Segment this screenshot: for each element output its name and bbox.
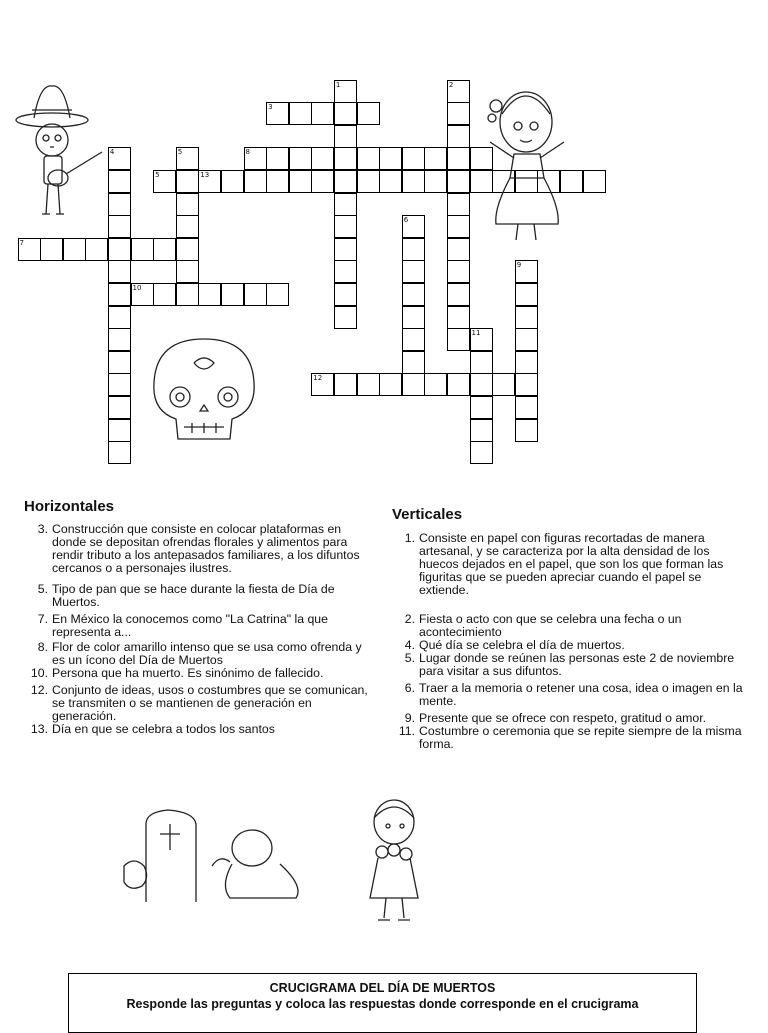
crossword-cell[interactable]: [108, 351, 131, 374]
crossword-cell[interactable]: [492, 373, 515, 396]
cell-number: 4: [109, 148, 115, 157]
crossword-cell[interactable]: [221, 283, 244, 306]
crossword-cell[interactable]: [515, 373, 538, 396]
clue-number: 3.: [37, 522, 48, 536]
crossword-cell[interactable]: [447, 193, 470, 216]
crossword-cell[interactable]: [108, 373, 131, 396]
crossword-cell[interactable]: [334, 215, 357, 238]
cell-number: 7: [19, 238, 24, 247]
horizontales-clue-8: [26, 641, 378, 667]
crossword-cell[interactable]: [266, 102, 289, 125]
crossword-cell[interactable]: [266, 283, 289, 306]
crossword-cell[interactable]: [447, 306, 470, 329]
crossword-cell[interactable]: [334, 238, 357, 261]
crossword-cell[interactable]: [447, 125, 470, 148]
cell-number: 13: [200, 170, 210, 179]
clue-text: Traer a la memoria o retener una cosa, idea o imagen en la mente.: [419, 681, 743, 708]
crossword-cell[interactable]: [424, 373, 447, 396]
crossword-cell[interactable]: [334, 373, 357, 396]
horizontales-clue-12: [26, 684, 378, 723]
crossword-cell[interactable]: [402, 215, 425, 238]
clue-number: 1.: [404, 531, 415, 545]
crossword-cell[interactable]: [515, 419, 538, 442]
crossword-cell[interactable]: [176, 215, 199, 238]
crossword-cell[interactable]: [176, 260, 199, 283]
horizontales-clue-13: [26, 723, 378, 736]
crossword-cell[interactable]: [176, 193, 199, 216]
cell-number: 9: [516, 261, 522, 270]
crossword-cell[interactable]: [108, 441, 131, 464]
crossword-cell[interactable]: [289, 147, 312, 170]
crossword-cell[interactable]: [402, 260, 425, 283]
crossword-cell[interactable]: [289, 102, 312, 125]
crossword-cell[interactable]: [85, 238, 108, 261]
crossword-cell[interactable]: [447, 260, 470, 283]
clue-text: Fiesta o acto con que se celebra una fecha o un acontecimiento: [419, 612, 682, 639]
clue-text: Costumbre o ceremonia que se repite siempre de la misma forma.: [419, 724, 742, 751]
clue-text: Tipo de pan que se hace durante la fiesta de Día de Muertos.: [52, 582, 335, 609]
crossword-cell[interactable]: [402, 328, 425, 351]
crossword-cell[interactable]: [402, 170, 425, 193]
crossword-cell[interactable]: [402, 147, 425, 170]
crossword-cell[interactable]: [311, 373, 334, 396]
clue-number: 2.: [404, 612, 415, 626]
clue-number: 11.: [398, 724, 415, 738]
crossword-cell[interactable]: [244, 283, 267, 306]
crossword-cell[interactable]: [334, 306, 357, 329]
girl-with-flowers-illustration: [358, 798, 432, 924]
crossword-cell[interactable]: [311, 147, 334, 170]
crossword-cell[interactable]: [357, 170, 380, 193]
crossword-cell[interactable]: [108, 306, 131, 329]
crossword-cell[interactable]: [515, 260, 538, 283]
clue-text: Persona que ha muerto. Es sinónimo de fallecido.: [52, 666, 324, 680]
crossword-cell[interactable]: [334, 283, 357, 306]
crossword-cell[interactable]: [153, 170, 176, 193]
crossword-cell[interactable]: [334, 170, 357, 193]
cell-number: 1: [335, 80, 341, 89]
crossword-cell[interactable]: [447, 102, 470, 125]
crossword-cell[interactable]: [198, 170, 221, 193]
horizontales-clue-list: [26, 523, 378, 736]
clue-number: 6.: [404, 681, 415, 695]
crossword-cell[interactable]: [311, 102, 334, 125]
verticales-clue-11: [393, 725, 749, 751]
horizontales-heading: Horizontales: [24, 498, 115, 515]
crossword-cell[interactable]: [131, 283, 154, 306]
crossword-cell[interactable]: [108, 283, 131, 306]
clue-text: Flor de color amarillo intenso que se usa como ofrenda y es un ícono del Día de Muertos: [52, 640, 362, 667]
crossword-cell[interactable]: [334, 193, 357, 216]
clue-number: 7.: [37, 612, 48, 626]
crossword-cell[interactable]: [447, 170, 470, 193]
crossword-cell[interactable]: [447, 147, 470, 170]
crossword-cell[interactable]: [266, 170, 289, 193]
crossword-cell[interactable]: [379, 373, 402, 396]
verticales-clue-5: [393, 652, 749, 678]
catrina-girl-illustration: [478, 78, 578, 244]
crossword-grid: [0, 0, 768, 480]
crossword-cell[interactable]: [447, 373, 470, 396]
clue-text: En México la conocemos como "La Catrina" la que representa a...: [52, 612, 328, 639]
crossword-cell[interactable]: [402, 306, 425, 329]
clue-text: Construcción que consiste en colocar plataformas en donde se depositan ofrendas florales y alimentos para rendir tributo a los antepasados familiares, a los difuntos cercanos o a personajes ilustres.: [52, 522, 360, 575]
crossword-cell[interactable]: [311, 170, 334, 193]
crossword-cell[interactable]: [424, 170, 447, 193]
clue-number: 12.: [30, 683, 48, 697]
crossword-cell[interactable]: [18, 238, 41, 261]
cell-number: 10: [132, 283, 142, 292]
cell-number: 3: [268, 103, 273, 112]
crossword-cell[interactable]: [131, 238, 154, 261]
crossword-cell[interactable]: [515, 283, 538, 306]
crossword-instructions: Responde las preguntas y coloca las respuestas donde corresponde en el crucigrama: [126, 997, 639, 1011]
crossword-cell[interactable]: [379, 147, 402, 170]
crossword-cell[interactable]: [108, 328, 131, 351]
crossword-cell[interactable]: [470, 328, 493, 351]
crossword-cell[interactable]: [40, 238, 63, 261]
crossword-cell[interactable]: [176, 283, 199, 306]
crossword-title: CRUCIGRAMA DEL DÍA DE MUERTOS: [269, 981, 496, 995]
clue-number: 4.: [404, 638, 415, 652]
cell-number: 2: [448, 80, 454, 89]
crossword-cell[interactable]: [447, 80, 470, 103]
crossword-cell[interactable]: [198, 283, 221, 306]
crossword-cell[interactable]: [379, 170, 402, 193]
crossword-cell[interactable]: [153, 283, 176, 306]
horizontales-clue-10: [26, 667, 378, 680]
crossword-cell[interactable]: [108, 419, 131, 442]
cell-number: 8: [245, 148, 250, 157]
crossword-cell[interactable]: [470, 441, 493, 464]
crossword-cell[interactable]: [334, 125, 357, 148]
cell-number: 11: [471, 329, 481, 338]
clue-text: Presente que se ofrece con respeto, gratitud o amor.: [419, 711, 707, 725]
crossword-cell[interactable]: [447, 215, 470, 238]
crossword-cell[interactable]: [244, 170, 267, 193]
crossword-cell[interactable]: [402, 238, 425, 261]
clue-number: 10.: [30, 666, 48, 680]
crossword-cell[interactable]: [515, 328, 538, 351]
crossword-cell[interactable]: [108, 260, 131, 283]
crossword-cell[interactable]: [153, 238, 176, 261]
verticales-clue-list: [393, 532, 749, 751]
crossword-cell[interactable]: [334, 102, 357, 125]
verticales-heading: Verticales: [392, 506, 463, 523]
crossword-cell[interactable]: [108, 396, 131, 419]
crossword-cell[interactable]: [289, 170, 312, 193]
crossword-cell[interactable]: [63, 238, 86, 261]
crossword-cell[interactable]: [470, 396, 493, 419]
horizontales-clue-3: [26, 523, 378, 575]
crossword-cell[interactable]: [447, 238, 470, 261]
crossword-cell[interactable]: [470, 419, 493, 442]
crossword-cell[interactable]: [244, 147, 267, 170]
crossword-cell[interactable]: [334, 80, 357, 103]
crossword-cell[interactable]: [334, 147, 357, 170]
cell-number: 6: [403, 216, 409, 225]
cell-number: 12: [313, 374, 323, 383]
crossword-cell[interactable]: [424, 147, 447, 170]
verticales-clue-2: [393, 613, 749, 639]
crossword-cell[interactable]: [108, 238, 131, 261]
crossword-cell[interactable]: [221, 170, 244, 193]
verticales-clue-1: [393, 532, 749, 597]
mariachi-skeleton-illustration: [12, 80, 115, 230]
crossword-cell[interactable]: [176, 238, 199, 261]
sugar-skull-illustration: [148, 335, 260, 445]
clue-number: 13.: [30, 722, 48, 736]
crossword-cell[interactable]: [176, 147, 199, 170]
clue-number: 9.: [404, 711, 415, 725]
crossword-cell[interactable]: [515, 351, 538, 374]
crossword-cell[interactable]: [515, 306, 538, 329]
clue-number: 5.: [37, 582, 48, 596]
crossword-cell[interactable]: [402, 351, 425, 374]
crossword-cell[interactable]: [447, 328, 470, 351]
clue-text: Qué día se celebra el día de muertos.: [419, 638, 625, 652]
cell-number: 5: [155, 170, 160, 179]
crossword-cell[interactable]: [447, 283, 470, 306]
crossword-cell[interactable]: [357, 102, 380, 125]
crossword-cell[interactable]: [470, 351, 493, 374]
clue-number: 5.: [404, 651, 415, 665]
clue-text: Día en que se celebra a todos los santos: [52, 722, 275, 736]
horizontales-clue-5: [26, 583, 378, 609]
grave-offering-illustration: [120, 806, 310, 908]
clue-text: Conjunto de ideas, usos o costumbres que se comunican, se transmiten o se mantienen de generación en generación.: [52, 683, 368, 723]
crossword-cell[interactable]: [266, 147, 289, 170]
crossword-cell[interactable]: [334, 260, 357, 283]
crossword-cell[interactable]: [357, 373, 380, 396]
clue-number: 8.: [37, 640, 48, 654]
verticales-clue-6: [393, 682, 749, 708]
instructions-box: [68, 973, 697, 1033]
crossword-cell[interactable]: [402, 283, 425, 306]
crossword-cell[interactable]: [402, 373, 425, 396]
crossword-cell[interactable]: [357, 147, 380, 170]
crossword-cell[interactable]: [176, 170, 199, 193]
crossword-cell[interactable]: [515, 396, 538, 419]
clue-text: Lugar donde se reúnen las personas este 2 de noviembre para visitar a sus difuntos.: [419, 651, 735, 678]
clue-text: Consiste en papel con figuras recortadas de manera artesanal, y se caracteriza por la alta densidad de los huecos dejados en el papel, que son los que forman las figuritas que se pueden apreciar cuando el papel se extiende.: [419, 531, 724, 597]
crossword-cell[interactable]: [583, 170, 606, 193]
horizontales-clue-7: [26, 613, 378, 639]
crossword-cell[interactable]: [470, 373, 493, 396]
cell-number: 5: [177, 148, 183, 157]
